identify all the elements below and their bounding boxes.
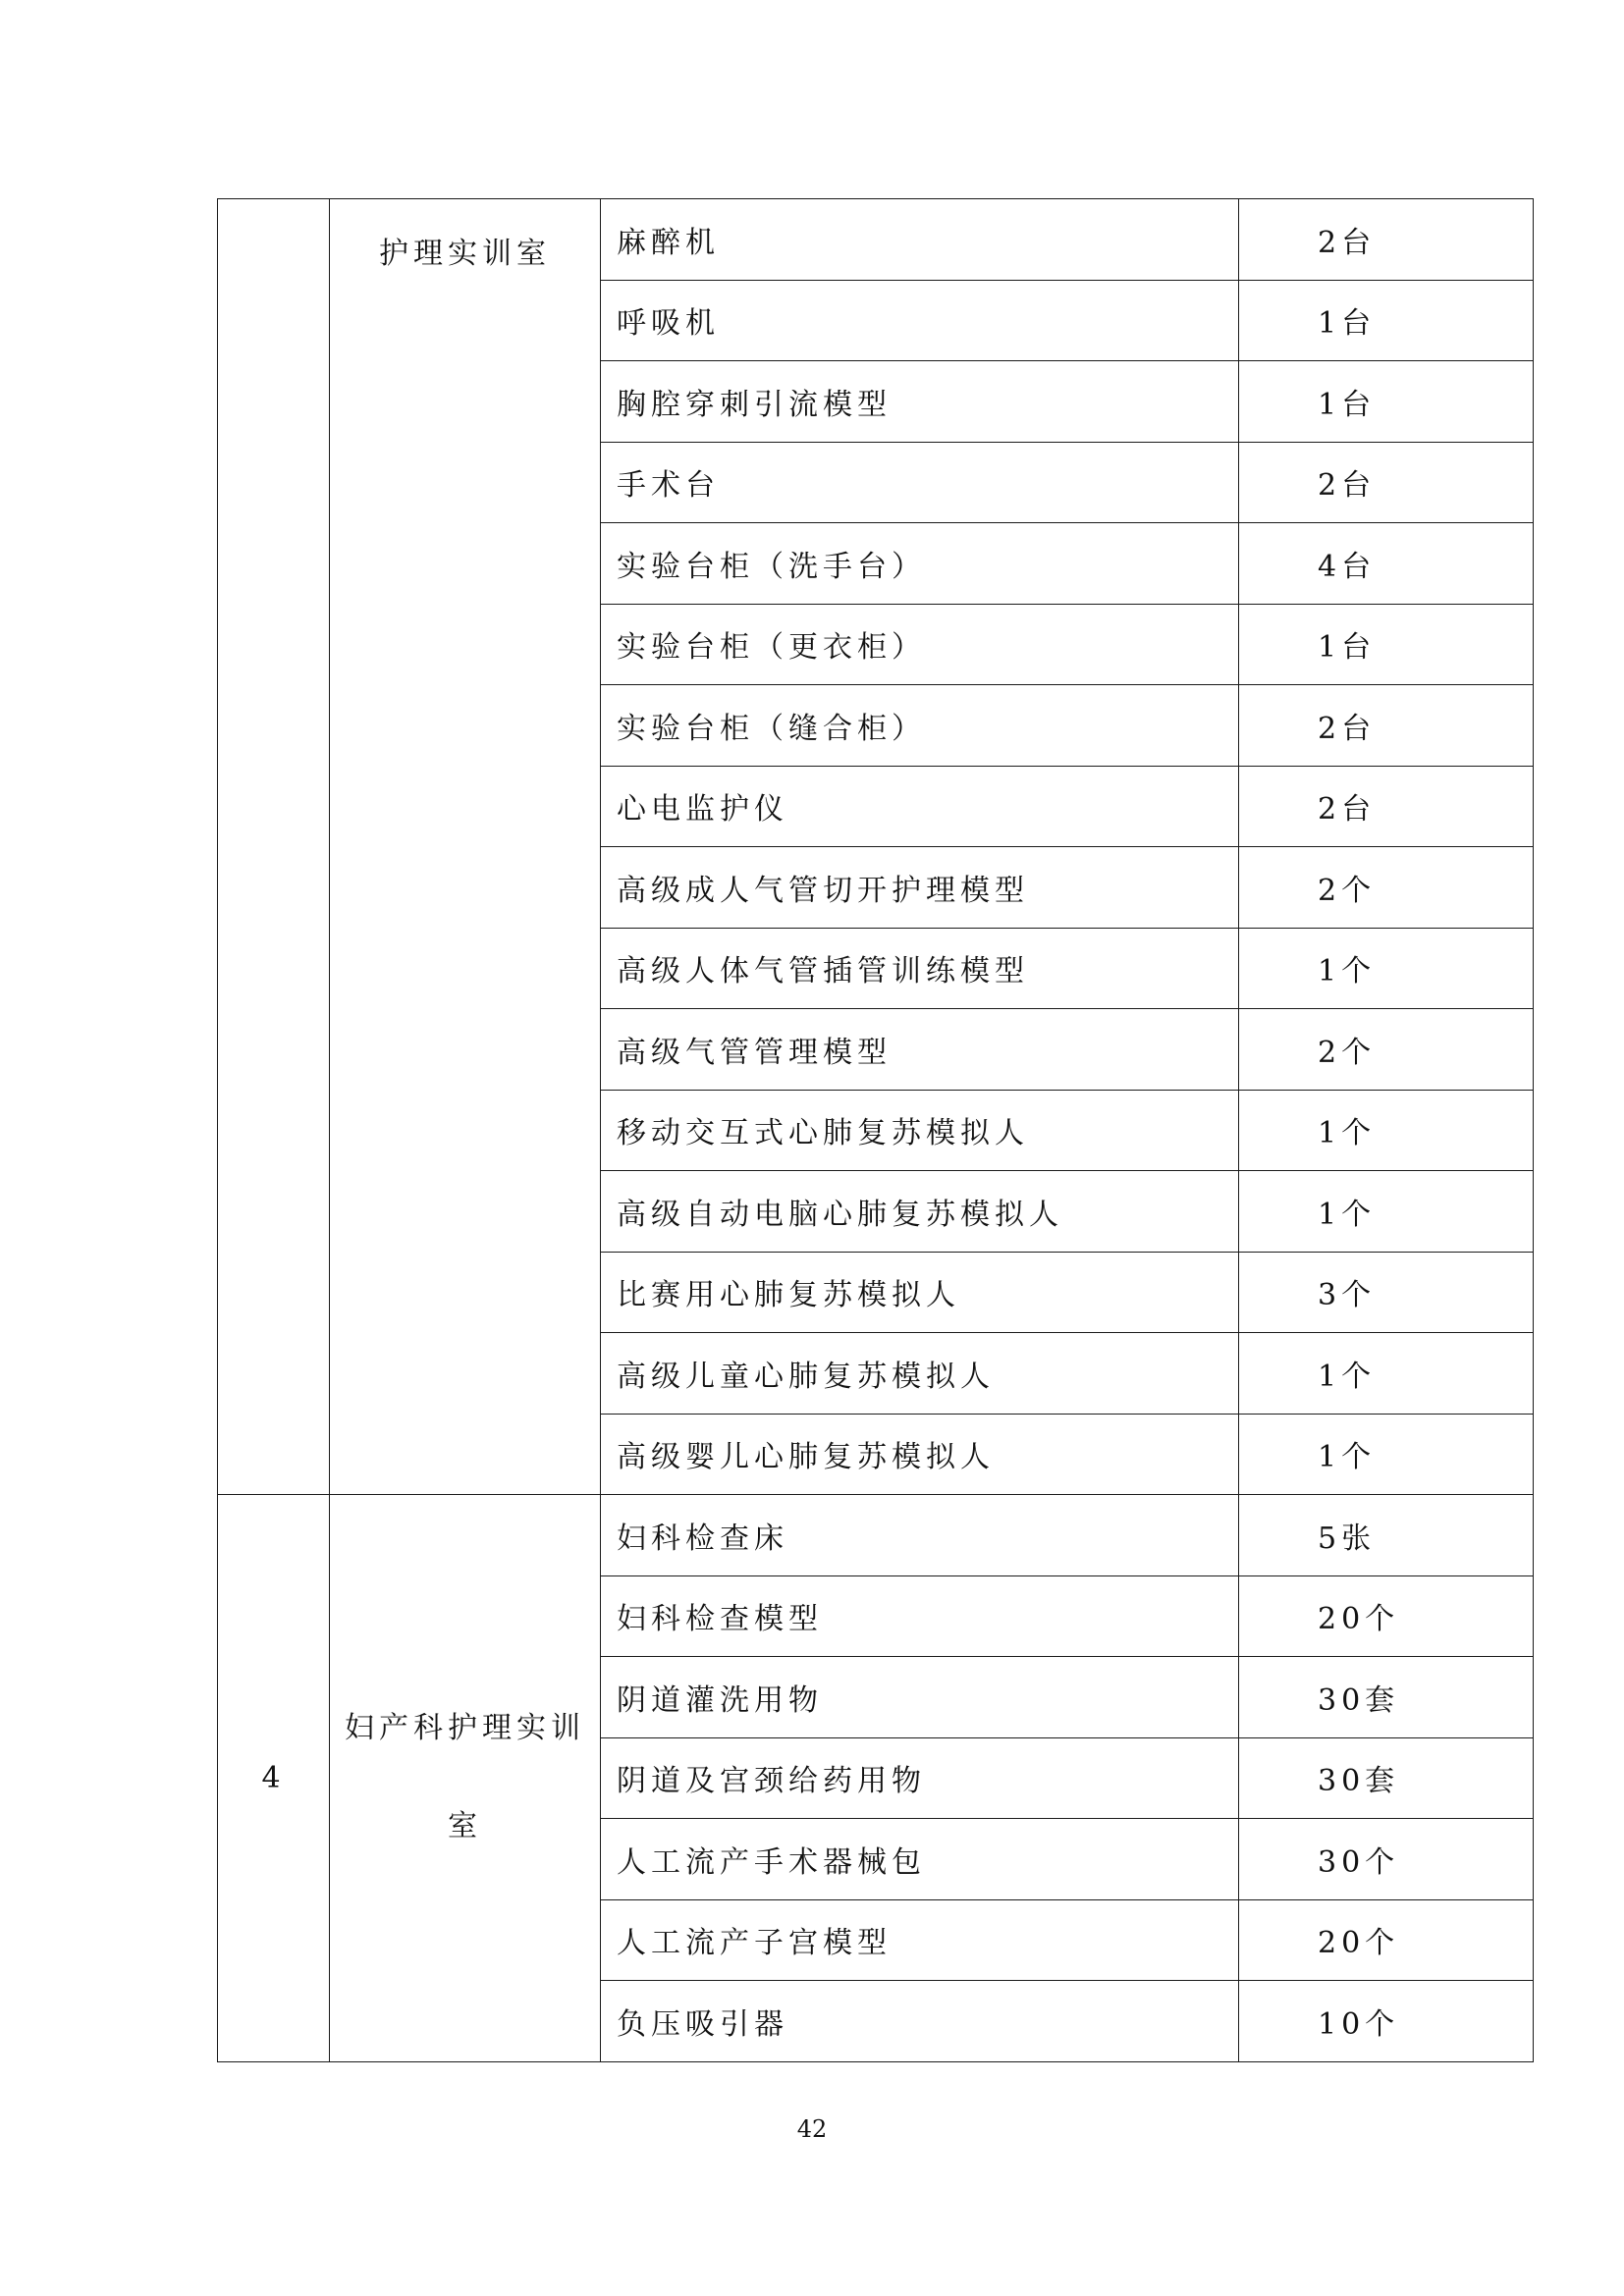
equipment-name: 手术台 [601, 442, 1239, 523]
equipment-quantity: 2台 [1239, 442, 1534, 523]
equipment-quantity: 1个 [1239, 1414, 1534, 1495]
equipment-name: 负压吸引器 [601, 1981, 1239, 2062]
training-room-cell: 妇产科护理实训室 [330, 1495, 601, 2062]
equipment-quantity: 2台 [1239, 766, 1534, 847]
equipment-name: 高级婴儿心肺复苏模拟人 [601, 1414, 1239, 1495]
equipment-name: 高级儿童心肺复苏模拟人 [601, 1333, 1239, 1415]
equipment-name: 高级气管管理模型 [601, 1009, 1239, 1091]
equipment-quantity: 2个 [1239, 847, 1534, 929]
section-number-cell [218, 199, 330, 1495]
section-number-cell: 4 [218, 1495, 330, 2062]
equipment-name: 人工流产子宫模型 [601, 1899, 1239, 1981]
equipment-quantity: 20个 [1239, 1899, 1534, 1981]
equipment-quantity: 1个 [1239, 1090, 1534, 1171]
equipment-quantity: 30套 [1239, 1737, 1534, 1819]
equipment-name: 高级自动电脑心肺复苏模拟人 [601, 1171, 1239, 1253]
equipment-quantity: 5张 [1239, 1495, 1534, 1576]
equipment-quantity: 1个 [1239, 1333, 1534, 1415]
equipment-quantity: 30套 [1239, 1657, 1534, 1738]
equipment-name: 实验台柜（缝合柜） [601, 685, 1239, 767]
equipment-table [217, 198, 1534, 2062]
training-room-cell: 护理实训室 [330, 199, 601, 1495]
equipment-name: 心电监护仪 [601, 766, 1239, 847]
equipment-name: 胸腔穿刺引流模型 [601, 361, 1239, 443]
equipment-name: 麻醉机 [601, 199, 1239, 281]
equipment-name: 呼吸机 [601, 280, 1239, 361]
equipment-name: 妇科检查床 [601, 1495, 1239, 1576]
equipment-quantity: 3个 [1239, 1252, 1534, 1333]
equipment-quantity: 1个 [1239, 928, 1534, 1009]
equipment-name: 实验台柜（更衣柜） [601, 604, 1239, 685]
equipment-quantity: 4台 [1239, 523, 1534, 605]
equipment-quantity: 2台 [1239, 199, 1534, 281]
equipment-name: 阴道灌洗用物 [601, 1657, 1239, 1738]
equipment-quantity: 20个 [1239, 1575, 1534, 1657]
page-number: 42 [796, 2115, 828, 2143]
equipment-name: 高级成人气管切开护理模型 [601, 847, 1239, 929]
equipment-quantity: 10个 [1239, 1981, 1534, 2062]
equipment-quantity: 2台 [1239, 685, 1534, 767]
equipment-name: 阴道及宫颈给药用物 [601, 1737, 1239, 1819]
equipment-quantity: 1台 [1239, 361, 1534, 443]
equipment-name: 移动交互式心肺复苏模拟人 [601, 1090, 1239, 1171]
equipment-quantity: 2个 [1239, 1009, 1534, 1091]
equipment-quantity: 1个 [1239, 1171, 1534, 1253]
table-row [218, 199, 1534, 281]
equipment-name: 比赛用心肺复苏模拟人 [601, 1252, 1239, 1333]
equipment-name: 高级人体气管插管训练模型 [601, 928, 1239, 1009]
equipment-name: 人工流产手术器械包 [601, 1819, 1239, 1900]
equipment-quantity: 1台 [1239, 604, 1534, 685]
equipment-name: 妇科检查模型 [601, 1575, 1239, 1657]
equipment-name: 实验台柜（洗手台） [601, 523, 1239, 605]
equipment-quantity: 30个 [1239, 1819, 1534, 1900]
equipment-quantity: 1台 [1239, 280, 1534, 361]
table-row [218, 1495, 1534, 1576]
